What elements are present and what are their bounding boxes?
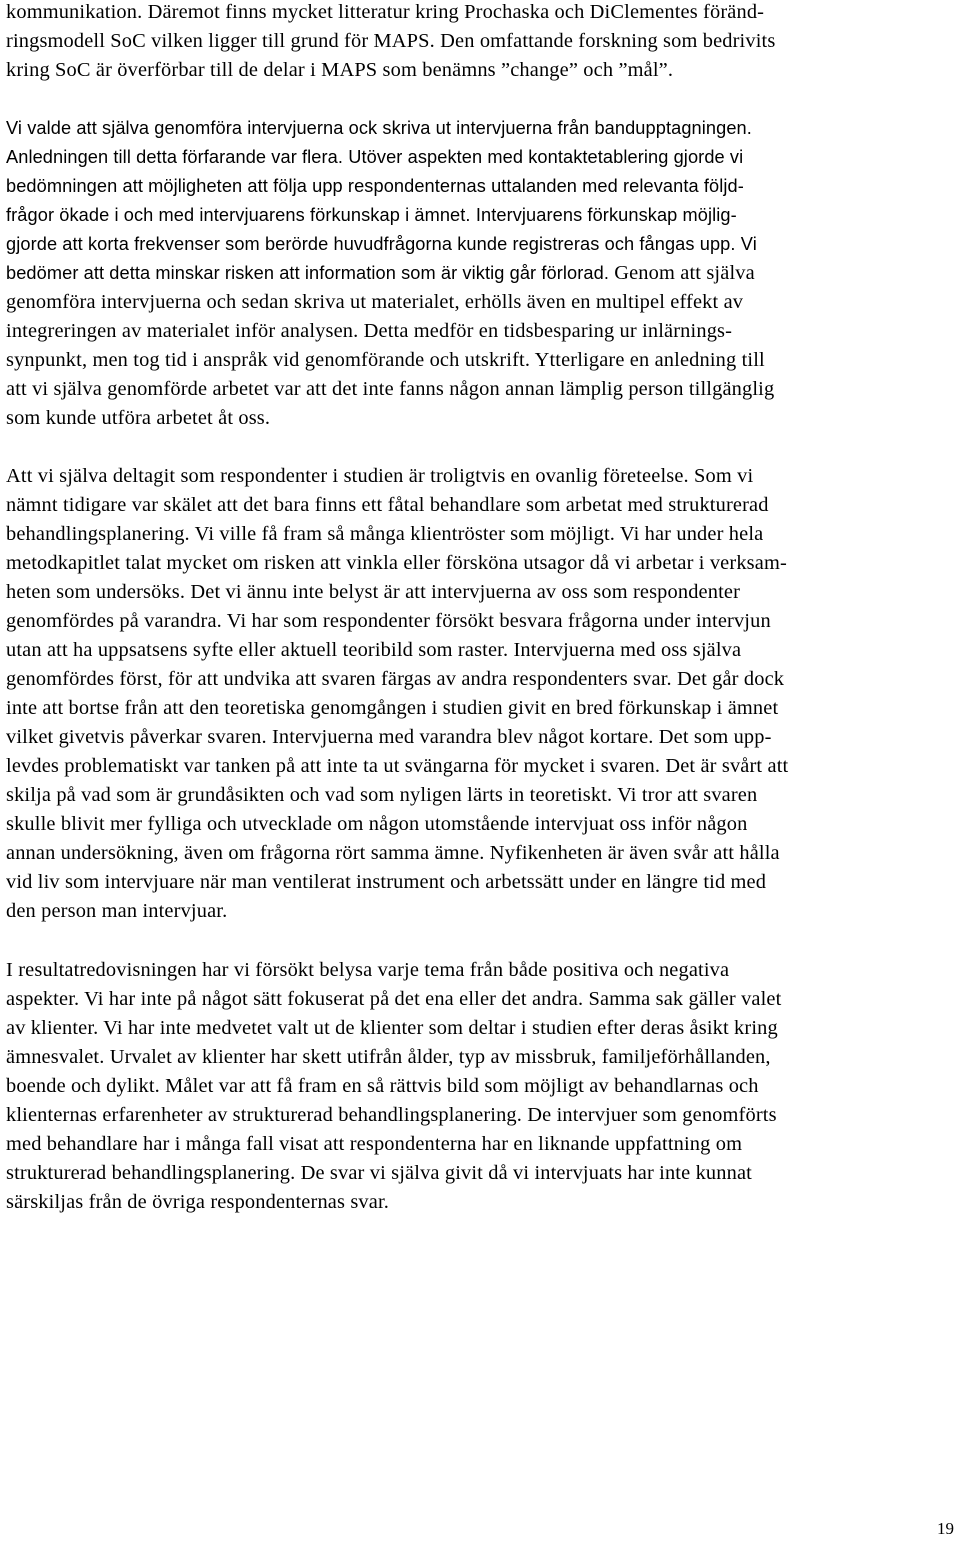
- paragraph-3: [6, 462, 788, 926]
- text-line: vilket givetvis påverkar svaren. Intervjuerna med varandra blev något kortare. Det som upp-: [6, 726, 772, 748]
- page-number: 19: [937, 1519, 954, 1538]
- text-line: inte att bortse från att den teoretiska genomgången i studien givit en bred förkunskap i ämnet: [6, 697, 779, 719]
- text-line: särskiljas från de övriga respondenternas svar.: [6, 1191, 390, 1213]
- text-segment: Detta medför en tidsbesparing ur inlärnings-: [363, 320, 733, 342]
- text-line: annan undersökning, även om frågorna rört samma ämne. Nyfikenheten är även svår att hålla: [6, 842, 780, 864]
- text-line-mixed: [6, 346, 774, 375]
- paragraph-4: [6, 956, 781, 1217]
- text-line: klienternas erfarenheter av strukturerad behandlingsplanering. De intervjuer som genomförts: [6, 1104, 777, 1126]
- text-line: ringsmodell SoC vilken ligger till grund för MAPS. Den omfattande forskning som bedrivits: [6, 30, 776, 52]
- text-segment: Anledningen till detta förfarande var flera.: [6, 147, 344, 167]
- text-line: genomföra intervjuerna och sedan skriva ut materialet, erhölls även en multipel effekt av: [6, 291, 744, 313]
- text-line: som kunde utföra arbetet åt oss.: [6, 407, 271, 429]
- text-line: vid liv som intervjuare när man ventilerat instrument och arbetssätt under en längre tid med: [6, 871, 767, 893]
- text-segment: Intervjuarens förkunskap möjlig-: [475, 205, 737, 225]
- text-line: strukturerad behandlingsplanering. De svar vi själva givit då vi intervjuats har inte kunnat: [6, 1162, 752, 1184]
- text-line: nämnt tidigare var skälet att det bara finns ett fåtal behandlare som arbetat med strukturerad: [6, 494, 769, 516]
- text-line: skulle blivit mer fylliga och utvecklade om någon utomstående intervjuat oss inför någon: [6, 813, 748, 835]
- text-line: genomfördes först, för att undvika att svaren färgas av andra respondenters svar. Det går dock: [6, 668, 785, 690]
- text-line-mixed: [6, 259, 774, 288]
- text-line: metodkapitlet talat mycket om risken att vinkla eller försköna utsagor då vi arbetar i verksam-: [6, 552, 787, 574]
- text-line: utan att ha uppsatsens syfte eller aktuell teoribild som raster. Intervjuerna med oss själva: [6, 639, 742, 661]
- text-segment: frågor ökade i och med intervjuarens förkunskap i ämnet.: [6, 205, 471, 225]
- paragraph-1: [6, 0, 775, 85]
- text-line: boende och dylikt. Målet var att få fram en så rättvis bild som möjligt av behandlarnas och: [6, 1075, 759, 1097]
- text-line: med behandlare har i många fall visat att respondenterna har en liknande uppfattning om: [6, 1133, 743, 1155]
- text-line: levdes problematiskt var tanken på att inte ta ut svängarna för mycket i svaren. Det är svårt att: [6, 755, 789, 777]
- text-line: kring SoC är överförbar till de delar i MAPS som benämns ”change” och ”mål”.: [6, 59, 674, 81]
- text-line: behandlingsplanering. Vi ville få fram så många klientröster som möjligt. Vi har under hela: [6, 523, 764, 545]
- text-segment: gjorde att korta frekvenser som berörde huvudfrågorna kunde registreras och fångas upp.: [6, 234, 736, 254]
- text-segment: Vi: [740, 234, 757, 254]
- text-segment: Ytterligare en anledning till: [534, 349, 765, 371]
- text-segment: integreringen av materialet inför analysen.: [6, 320, 359, 342]
- text-line: Att vi själva deltagit som respondenter i studien är troligtvis en ovanlig företeelse. Som vi: [6, 465, 754, 487]
- text-line: kommunikation. Däremot finns mycket litteratur kring Prochaska och DiClementes föränd-: [6, 1, 765, 23]
- text-segment: bedömer att detta minskar risken att information som är viktig går förlorad.: [6, 263, 609, 283]
- text-line: genomfördes på varandra. Vi har som respondenter försökt besvara frågorna under intervjun: [6, 610, 771, 632]
- text-line: den person man intervjuar.: [6, 900, 228, 922]
- text-line: Vi valde att själva genomföra intervjuerna ock skriva ut intervjuerna från bandupptagningen.: [6, 118, 752, 138]
- text-line: ämnesvalet. Urvalet av klienter har skett utifrån ålder, typ av missbruk, familjeförhållanden,: [6, 1046, 771, 1068]
- text-line-mixed: [6, 201, 774, 230]
- text-line: att vi själva genomförde arbetet var att det inte fanns någon annan lämplig person tillgänglig: [6, 378, 775, 400]
- paragraph-2: [6, 114, 774, 433]
- text-segment: Genom att själva: [614, 262, 755, 284]
- text-line: skilja på vad som är grundåsikten och vad som nyligen lärts in teoretiskt. Vi tror att svaren: [6, 784, 758, 806]
- text-line: heten som undersöks. Det vi ännu inte belyst är att intervjuerna av oss som respondenter: [6, 581, 741, 603]
- text-line-mixed: [6, 143, 774, 172]
- text-line: aspekter. Vi har inte på något sätt fokuserat på det ena eller det andra. Samma sak gäller valet: [6, 988, 782, 1010]
- text-line: bedömningen att möjligheten att följa upp respondenternas uttalanden med relevanta följd-: [6, 176, 744, 196]
- text-segment: Utöver aspekten med kontaktetablering gjorde vi: [348, 147, 744, 167]
- text-line-mixed: [6, 230, 774, 259]
- text-line: I resultatredovisningen har vi försökt belysa varje tema från både positiva och negativa: [6, 959, 730, 981]
- text-line-mixed: [6, 317, 774, 346]
- text-line: av klienter. Vi har inte medvetet valt ut de klienter som deltar i studien efter deras åsikt kring: [6, 1017, 778, 1039]
- text-segment: synpunkt, men tog tid i anspråk vid genomförande och utskrift.: [6, 349, 531, 371]
